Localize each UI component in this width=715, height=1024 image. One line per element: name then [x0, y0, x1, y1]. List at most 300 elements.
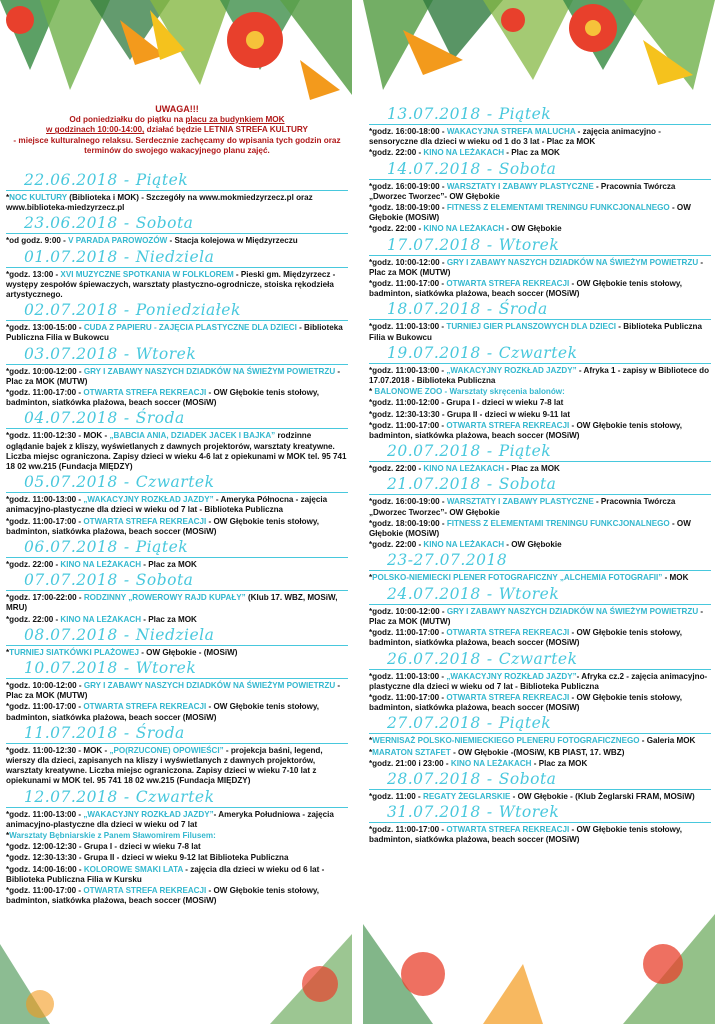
event-entry	[6, 831, 348, 841]
day-date: 04.07.2018	[24, 409, 118, 428]
event-time: *godz. 11:00-17:00 -	[6, 702, 84, 712]
event-time: *godz. 11:00-13:00 -	[369, 671, 447, 681]
day-separator: -	[123, 723, 130, 742]
day-heading	[6, 626, 348, 646]
event-details: - Plac za MOK (MUTW)	[369, 606, 704, 626]
event-entry	[369, 759, 711, 769]
day-date: 27.07.2018	[387, 714, 481, 733]
event-time: *godz. 11:00-13:00 -	[6, 809, 84, 819]
event-title: KINO NA LEŻAKACH	[423, 148, 505, 158]
event-time: *godz. 11:00-13:00 -	[6, 495, 84, 505]
event-time: *godz. 13:00-15:00 -	[6, 323, 84, 333]
event-details: - Stacja kolejowa w Międzyrzeczu	[167, 236, 298, 246]
day-heading	[369, 442, 711, 462]
day-heading	[6, 571, 348, 591]
event-time: *	[369, 747, 373, 757]
event-title: KOLOROWE SMAKI LATA	[83, 864, 184, 874]
event-entry	[369, 410, 711, 420]
event-entry	[6, 270, 348, 301]
day-separator: -	[123, 247, 130, 266]
event-time: *godz. 10:00-12:00 -	[369, 257, 447, 267]
event-details: - projekcja baśni, legend, wierszy dla dzieci, zapisanych na kliszy i wyświetlanych z dawnych projektorów, warsztaty kreatywne. Liczba miejsc ograniczona. Zapisy dzieci w wieku 7-10 lat z opiekunami w MOK tel. 95 741 18 02 ww.215 (Fundacja MIĘDZY)	[6, 745, 323, 786]
event-title: WERNISAŻ POLSKO-NIEMIECKIEGO PLENERU FOTOGRAFICZNEGO	[372, 736, 640, 746]
event-details: - Ameryka Południowa - zajęcia animacyjno-plastyczne dla dzieci w wieku od 7 lat	[6, 809, 334, 829]
day-heading	[6, 473, 348, 493]
event-title: GRY I ZABAWY NASZYCH DZIADKÓW NA ŚWIEŻYM POWIETRZU	[446, 257, 699, 267]
event-title: POLSKO-NIEMIECKI PLENER FOTOGRAFICZNY „ALCHEMIA FOTOGRAFII”	[372, 573, 663, 583]
event-details: - Plac za MOK	[504, 464, 560, 474]
event-title: REGATY ŻEGLARSKIE	[422, 791, 511, 801]
event-time: *godz. 17:00-22:00 -	[6, 593, 84, 603]
day-separator: -	[486, 803, 493, 822]
right-column	[363, 0, 715, 1024]
event-time: *godz. 11:00-13:00 -	[369, 322, 447, 332]
day-separator: -	[486, 105, 493, 123]
event-entry	[6, 853, 348, 863]
event-entry	[369, 519, 711, 539]
event-title: „WAKACYJNY ROZKŁAD JAZDY”	[446, 365, 577, 375]
event-details: - OW Głębokie tenis stołowy, badminton, siatkówka plażowa, beach soccer (MOSiW)	[369, 279, 683, 299]
event-entry	[6, 886, 348, 906]
event-details: - OW Głębokie - (MOSiW)	[138, 647, 238, 657]
event-time: *od godz. 9:00 -	[6, 236, 69, 246]
event-details: - Biblioteka Publiczna Filia w Bukowcu	[6, 323, 343, 343]
day-date: 12.07.2018	[24, 787, 118, 806]
event-title: OTWARTA STREFA REKREACJI	[83, 702, 207, 712]
event-time: *godz. 21:00 i 23:00 -	[369, 758, 451, 768]
notice-hours: w godzinach 10:00-14:00,	[46, 125, 145, 135]
event-entry	[369, 825, 711, 845]
event-entry	[6, 388, 348, 408]
day-name: Czwartek	[498, 649, 578, 668]
day-date: 21.07.2018	[387, 475, 481, 494]
day-heading	[369, 714, 711, 734]
day-separator: -	[486, 584, 493, 603]
day-date: 22.06.2018	[24, 170, 118, 189]
event-details: - Ameryka Północna - zajęcia animacyjno-plastyczne dla dzieci w wieku od 7 lat - Biblioteka Publiczna	[6, 495, 328, 515]
event-time: *godz. 10:00-12:00 -	[6, 681, 84, 691]
event-entry	[6, 842, 348, 852]
day-heading	[369, 160, 711, 180]
right-schedule-list	[369, 105, 711, 846]
day-date: 02.07.2018	[24, 301, 118, 320]
day-separator: -	[486, 159, 493, 178]
event-entry	[369, 540, 711, 550]
event-entry	[6, 746, 348, 787]
event-details: - Plac za MOK	[531, 758, 588, 768]
event-entry	[6, 367, 348, 387]
day-name: Środa	[135, 723, 185, 742]
day-heading	[369, 585, 711, 605]
day-name: Sobota	[498, 475, 557, 494]
event-details: - OW Głębokie tenis stołowy, badminton, siatkówka plażowa, beach soccer (MOSiW)	[6, 702, 320, 722]
day-name: Piątek	[498, 714, 552, 733]
day-date: 23-27.07.2018	[387, 551, 508, 570]
event-title: RODZINNY „ROWEROWY RAJD KUPAŁY”	[83, 593, 246, 603]
event-entry	[6, 560, 348, 570]
day-name: Wtorek	[498, 584, 560, 603]
day-separator: -	[486, 714, 493, 733]
day-name: Niedziela	[135, 625, 215, 644]
event-entry	[6, 236, 348, 246]
event-time: *godz. 12:30-13:30 - Grupa II - dzieci w wieku 9-11 lat	[369, 409, 571, 419]
day-heading	[369, 650, 711, 670]
day-name: Piątek	[135, 538, 189, 557]
day-heading	[369, 300, 711, 320]
day-separator: -	[123, 344, 130, 363]
event-entry	[369, 366, 711, 386]
event-time: *godz. 22:00 -	[369, 224, 424, 234]
event-entry	[6, 648, 348, 658]
event-details: - Plac za MOK	[141, 560, 197, 570]
event-entry	[369, 387, 711, 397]
event-entry	[369, 398, 711, 408]
day-heading	[369, 236, 711, 256]
day-heading	[6, 659, 348, 679]
event-entry	[369, 497, 711, 517]
event-details: - Plac za MOK	[141, 614, 197, 624]
event-title: NOC KULTURY	[9, 192, 68, 202]
event-details: - OW Głębokie tenis stołowy, badminton, siatkówka plażowa, beach soccer (MOSiW)	[6, 388, 320, 408]
event-entry	[369, 607, 711, 627]
event-time: *godz. 12:00-12:30 - Grupa I - dzieci w wieku 7-8 lat	[6, 842, 201, 852]
event-title: FITNESS Z ELEMENTAMI TRENINGU FUNKCJONALNEGO	[446, 518, 670, 528]
day-date: 05.07.2018	[24, 473, 118, 492]
day-heading	[6, 301, 348, 321]
notice-line-3: - miejsce kulturalnego relaksu. Serdecznie zachęcamy do wpisania tych godzin oraz terminów do swojego wakacyjnego planu zajęć.	[13, 135, 341, 156]
day-separator: -	[486, 442, 493, 461]
event-time: *godz. 11:00-17:00 -	[6, 516, 84, 526]
day-separator: -	[486, 769, 493, 788]
day-separator: -	[123, 659, 130, 678]
event-title: OTWARTA STREFA REKREACJI	[83, 388, 207, 397]
event-title: „WAKACYJNY ROZKŁAD JAZDY”	[83, 495, 214, 505]
event-entry	[369, 693, 711, 713]
day-heading	[369, 551, 711, 571]
event-title: OTWARTA STREFA REKREACJI	[83, 516, 207, 526]
event-time: *godz. 11:00-17:00 -	[6, 886, 84, 896]
event-time: *godz. 11:00-12:00 - Grupa I - dzieci w wieku 7-8 lat	[369, 398, 564, 408]
event-time: *godz. 10:00-12:00 -	[369, 606, 447, 616]
day-heading	[6, 724, 348, 744]
event-details: - OW Głębokie tenis stołowy, badminton, siatkówka plażowa, beach soccer (MOSiW)	[6, 886, 320, 906]
event-time: *godz. 11:00-12:30 - MOK -	[6, 431, 110, 441]
day-name: Piątek	[498, 105, 552, 123]
event-entry	[6, 810, 348, 830]
event-time: *godz. 22:00 -	[6, 614, 61, 624]
event-entry	[6, 431, 348, 472]
event-details: - Plac za MOK (MUTW)	[369, 257, 704, 277]
event-entry	[369, 279, 711, 299]
day-date: 10.07.2018	[24, 659, 118, 678]
day-date: 26.07.2018	[387, 649, 481, 668]
event-time: *godz. 22:00 -	[369, 148, 424, 158]
event-time: *godz. 10:00-12:00 -	[6, 366, 84, 376]
event-time: *	[6, 831, 10, 841]
left-schedule-list	[6, 171, 348, 907]
event-entry	[369, 258, 711, 278]
day-name: Piątek	[135, 170, 189, 189]
event-entry	[369, 792, 711, 802]
event-title: XVI MUZYCZNE SPOTKANIA W FOLKLOREM	[60, 269, 234, 279]
event-title: KINO NA LEŻAKACH	[450, 758, 532, 768]
day-name: Środa	[498, 300, 548, 319]
event-title: „WAKACYJNY ROZKŁAD JAZDY”	[83, 809, 214, 819]
event-time: *godz. 18:00-19:00 -	[369, 203, 447, 213]
event-details: - OW Głębokie tenis stołowy, badminton, siatkówka plażowa, beach soccer (MOSiW)	[6, 516, 320, 536]
event-entry	[369, 464, 711, 474]
event-details: - OW Głębokie tenis stołowy, badminton, siatkówka plażowa, beach soccer (MOSiW)	[369, 628, 683, 648]
event-details: - zajęcia dla dzieci w wieku od 6 lat - Biblioteka Publiczna Filia w Kursku	[6, 864, 325, 884]
day-separator: -	[123, 409, 130, 428]
event-title: OTWARTA STREFA REKREACJI	[446, 279, 570, 289]
day-separator: -	[486, 235, 493, 254]
event-details: - OW Głębokie tenis stołowy, badminton, siatkówka plażowa, beach soccer (MOSiW)	[369, 825, 683, 845]
event-title: „PO(RZUCONE) OPOWIEŚCI”	[109, 745, 224, 755]
event-details: - OW Głębokie tenis stołowy, badminton, siatkówka plażowa, beach soccer (MOSiW)	[369, 420, 683, 441]
day-name: Czwartek	[135, 473, 215, 492]
day-separator: -	[123, 787, 130, 806]
event-title: TURNIEJ SIATKÓWKI PLAŻOWEJ	[9, 647, 139, 657]
event-title: KINO NA LEŻAKACH	[423, 540, 505, 550]
notice-location: placu za budynkiem MOK	[185, 114, 285, 124]
event-time: *godz. 11:00-17:00 -	[369, 279, 447, 289]
day-date: 08.07.2018	[24, 625, 118, 644]
event-details: - Biblioteka Publiczna Filia w Bukowcu	[369, 322, 702, 342]
event-time: *	[369, 573, 373, 583]
day-heading	[369, 803, 711, 823]
event-time: *	[369, 736, 373, 746]
day-date: 03.07.2018	[24, 344, 118, 363]
day-separator: -	[123, 170, 130, 189]
event-time: *godz. 11:00-17:00 -	[369, 420, 447, 430]
notice-title: UWAGA!!!	[155, 104, 199, 114]
day-separator: -	[123, 301, 130, 320]
day-date: 31.07.2018	[387, 803, 481, 822]
day-separator: -	[486, 649, 493, 668]
event-title: WARSZTATY I ZABAWY PLASTYCZNE	[446, 497, 594, 507]
event-entry	[369, 628, 711, 648]
event-title: OTWARTA STREFA REKREACJI	[446, 825, 570, 835]
event-entry	[369, 736, 711, 746]
day-date: 11.07.2018	[24, 723, 118, 742]
day-heading	[369, 105, 711, 125]
event-entry	[369, 127, 711, 147]
day-date: 23.06.2018	[24, 214, 118, 233]
event-details: rodzinne oglądanie bajek z kliszy, wyświetlanych z dawnych projektorów, warsztaty kreatywne. Liczba miejsc ograniczona. Zapisy dzieci w wieku 4-6 lat z opiekunami w MOK tel. 95 741 18 02 ww.215 (Fundacja MIĘDZY)	[6, 431, 347, 472]
event-time: *godz. 11:00-17:00 -	[369, 692, 447, 702]
event-details: - Galeria MOK	[639, 736, 696, 746]
event-time: *	[6, 647, 10, 657]
day-heading	[369, 770, 711, 790]
day-date: 07.07.2018	[24, 571, 118, 590]
event-title: OTWARTA STREFA REKREACJI	[446, 420, 570, 430]
day-heading	[6, 248, 348, 268]
day-date: 01.07.2018	[24, 247, 118, 266]
event-time: *godz. 11:00-17:00 -	[369, 628, 447, 638]
event-details: - Pracownia Twórcza „Dworzec Tworzec”- OW Głębokie	[369, 181, 676, 201]
event-entry	[369, 182, 711, 202]
event-title: KINO NA LEŻAKACH	[423, 224, 505, 234]
day-date: 28.07.2018	[387, 769, 481, 788]
tropical-flowers-top-decoration	[0, 0, 352, 110]
event-details: - OW Głębokie (MOSiW)	[369, 203, 691, 223]
event-time: *godz. 11:00-17:00 -	[6, 388, 84, 397]
day-name: Sobota	[498, 159, 557, 178]
event-title: KINO NA LEŻAKACH	[423, 464, 505, 474]
event-time: *	[369, 387, 375, 397]
event-time: *godz. 16:00-18:00 -	[369, 127, 447, 136]
day-heading	[6, 214, 348, 234]
event-entry	[6, 865, 348, 885]
event-entry	[6, 495, 348, 515]
event-time: *godz. 11:00-13:00 -	[369, 365, 447, 375]
event-time: *godz. 14:00-16:00 -	[6, 864, 84, 874]
event-title: „WAKACYJNY ROZKŁAD JAZDY”	[446, 671, 577, 681]
event-title: OTWARTA STREFA REKREACJI	[83, 886, 207, 896]
left-column-content	[6, 104, 348, 908]
event-details: (Biblioteka i MOK) - Szczegóły na www.mokmiedzyrzecz.pl oraz www.biblioteka-miedzyrzecz.pl	[6, 192, 313, 213]
event-title: KINO NA LEŻAKACH	[60, 614, 142, 624]
day-separator: -	[123, 473, 130, 492]
event-entry	[6, 323, 348, 343]
day-separator: -	[486, 475, 493, 494]
event-title: WARSZTATY I ZABAWY PLASTYCZNE	[446, 181, 594, 191]
event-time: *godz. 12:30-13:30 - Grupa II - dzieci w wieku 9-12 lat Biblioteka Publiczna	[6, 853, 289, 863]
day-date: 20.07.2018	[387, 442, 481, 461]
event-title: GRY I ZABAWY NASZYCH DZIADKÓW NA ŚWIEŻYM POWIETRZU	[83, 681, 336, 691]
event-details: - Afryka 1 - zapisy w Bibliotece do 17.07.2018 - Biblioteka Publiczna	[369, 365, 710, 386]
day-name: Wtorek	[498, 803, 560, 822]
event-details: - zajęcia animacyjno - sensoryczne dla dzieci w wieku od 1 do 3 lat - Plac za MOK	[369, 127, 661, 147]
left-column	[0, 0, 352, 1024]
day-heading	[369, 475, 711, 495]
day-name: Wtorek	[135, 344, 197, 363]
event-time: *	[6, 192, 10, 202]
day-date: 13.07.2018	[387, 105, 481, 123]
event-details: - Pieski gm. Międzyrzecz - występy zespołów śpiewaczych, warsztaty plastyczno-ogrodnicze, stoiska rękodzieła artystycznego.	[6, 269, 336, 299]
day-separator: -	[123, 625, 130, 644]
event-title: V PARADA PAROWOZÓW	[68, 236, 168, 246]
day-date: 14.07.2018	[387, 159, 481, 178]
day-heading	[6, 538, 348, 558]
event-entry	[369, 748, 711, 758]
day-separator: -	[486, 343, 493, 362]
event-time: *godz. 11:00-17:00 -	[369, 825, 447, 835]
event-entry	[6, 593, 348, 613]
day-date: 06.07.2018	[24, 538, 118, 557]
right-column-content	[369, 104, 711, 847]
day-date: 19.07.2018	[387, 343, 481, 362]
event-details: - Plac za MOK	[504, 148, 560, 158]
event-details: - OW Głębokie tenis stołowy, badminton, siatkówka plażowa, beach soccer (MOSiW)	[369, 692, 683, 713]
event-title: MARATON SZTAFET	[372, 747, 451, 757]
day-name: Piątek	[498, 442, 552, 461]
event-title: OTWARTA STREFA REKREACJI	[446, 692, 570, 702]
event-title: OTWARTA STREFA REKREACJI	[446, 628, 570, 638]
notice-line-1: Od poniedziałku do piątku na	[69, 114, 186, 124]
event-details: - Plac za MOK (MUTW)	[6, 366, 341, 386]
event-time: *godz. 22:00 -	[369, 540, 424, 550]
day-heading	[6, 171, 348, 191]
event-entry	[6, 615, 348, 625]
tropical-flowers-top-decoration	[363, 0, 715, 110]
day-name: Czwartek	[498, 343, 578, 362]
day-heading	[6, 409, 348, 429]
event-title: KINO NA LEŻAKACH	[60, 560, 142, 570]
event-title: GRY I ZABAWY NASZYCH DZIADKÓW NA ŚWIEŻYM POWIETRZU	[446, 606, 699, 616]
event-entry	[369, 203, 711, 223]
event-title: „BABCIA ANIA, DZIADEK JACEK I BAJKA”	[109, 431, 276, 441]
event-details: - Pracownia Twórcza „Dworzec Tworzec”- OW Głębokie	[369, 497, 676, 517]
day-name: Sobota	[135, 214, 194, 233]
event-details: - OW Głębokie	[504, 540, 562, 550]
event-entry	[6, 681, 348, 701]
day-name: Wtorek	[498, 235, 560, 254]
day-name: Środa	[135, 409, 185, 428]
event-time: *godz. 13:00 -	[6, 269, 61, 279]
event-entry	[6, 193, 348, 213]
event-details: - Afryka cz.2 - zajęcia animacyjno-plastyczne dla dzieci w wieku od 7 lat - Biblioteka Publiczna	[369, 671, 708, 691]
day-date: 24.07.2018	[387, 584, 481, 603]
notice-box	[6, 104, 348, 157]
event-details: - MOK	[662, 573, 689, 583]
day-heading	[6, 345, 348, 365]
event-details: (Klub 17. WBZ, MOSiW, MRU)	[6, 593, 338, 613]
event-time: *godz. 22:00 -	[369, 464, 424, 474]
day-separator: -	[123, 214, 130, 233]
event-title: CUDA Z PAPIERU - ZAJĘCIA PLASTYCZNE DLA DZIECI	[83, 323, 297, 333]
day-separator: -	[123, 538, 130, 557]
day-name: Wtorek	[135, 659, 197, 678]
day-separator: -	[486, 300, 493, 319]
event-entry	[369, 322, 711, 342]
event-time: *godz. 11:00-12:30 - MOK -	[6, 745, 110, 755]
event-title: TURNIEJ GIER PLANSZOWYCH DLA DZIECI	[446, 322, 617, 332]
event-entry	[369, 573, 711, 583]
event-entry	[6, 702, 348, 722]
event-details: - OW Głębokie (MOSiW)	[369, 518, 691, 539]
event-title: BALONOWE ZOO - Warsztaty skręcenia balonów:	[374, 387, 565, 397]
event-title: GRY I ZABAWY NASZYCH DZIADKÓW NA ŚWIEŻYM POWIETRZU	[83, 366, 336, 376]
event-time: *godz. 18:00-19:00 -	[369, 518, 447, 528]
day-name: Poniedziałek	[135, 301, 241, 320]
event-title: WAKACYJNA STREFA MALUCHA	[446, 127, 576, 136]
event-entry	[369, 421, 711, 441]
event-time: *godz. 22:00 -	[6, 560, 61, 570]
event-entry	[369, 672, 711, 692]
day-name: Sobota	[498, 769, 557, 788]
event-details: - OW Głębokie -(MOSiW, KB PIAST, 17. WBZ)	[450, 747, 625, 757]
notice-line-2: działać będzie LETNIA STREFA KULTURY	[144, 125, 308, 135]
day-date: 18.07.2018	[387, 300, 481, 319]
event-details: - OW Głębokie - (Klub Żeglarski FRAM, MOSiW)	[510, 791, 695, 801]
event-entry	[369, 224, 711, 234]
day-separator: -	[123, 571, 130, 590]
event-details: - Plac za MOK (MUTW)	[6, 681, 341, 701]
day-heading	[369, 344, 711, 364]
event-time: *godz. 11:00 -	[369, 791, 423, 801]
event-time: *godz. 16:00-19:00 -	[369, 497, 447, 507]
day-name: Czwartek	[135, 787, 215, 806]
day-heading	[6, 788, 348, 808]
event-time: *godz. 16:00-19:00 -	[369, 181, 447, 191]
day-name: Sobota	[135, 571, 194, 590]
event-entry	[6, 517, 348, 537]
tropical-flowers-bottom-decoration	[0, 904, 352, 1024]
event-entry	[369, 148, 711, 158]
event-details: - OW Głębokie	[504, 224, 562, 234]
